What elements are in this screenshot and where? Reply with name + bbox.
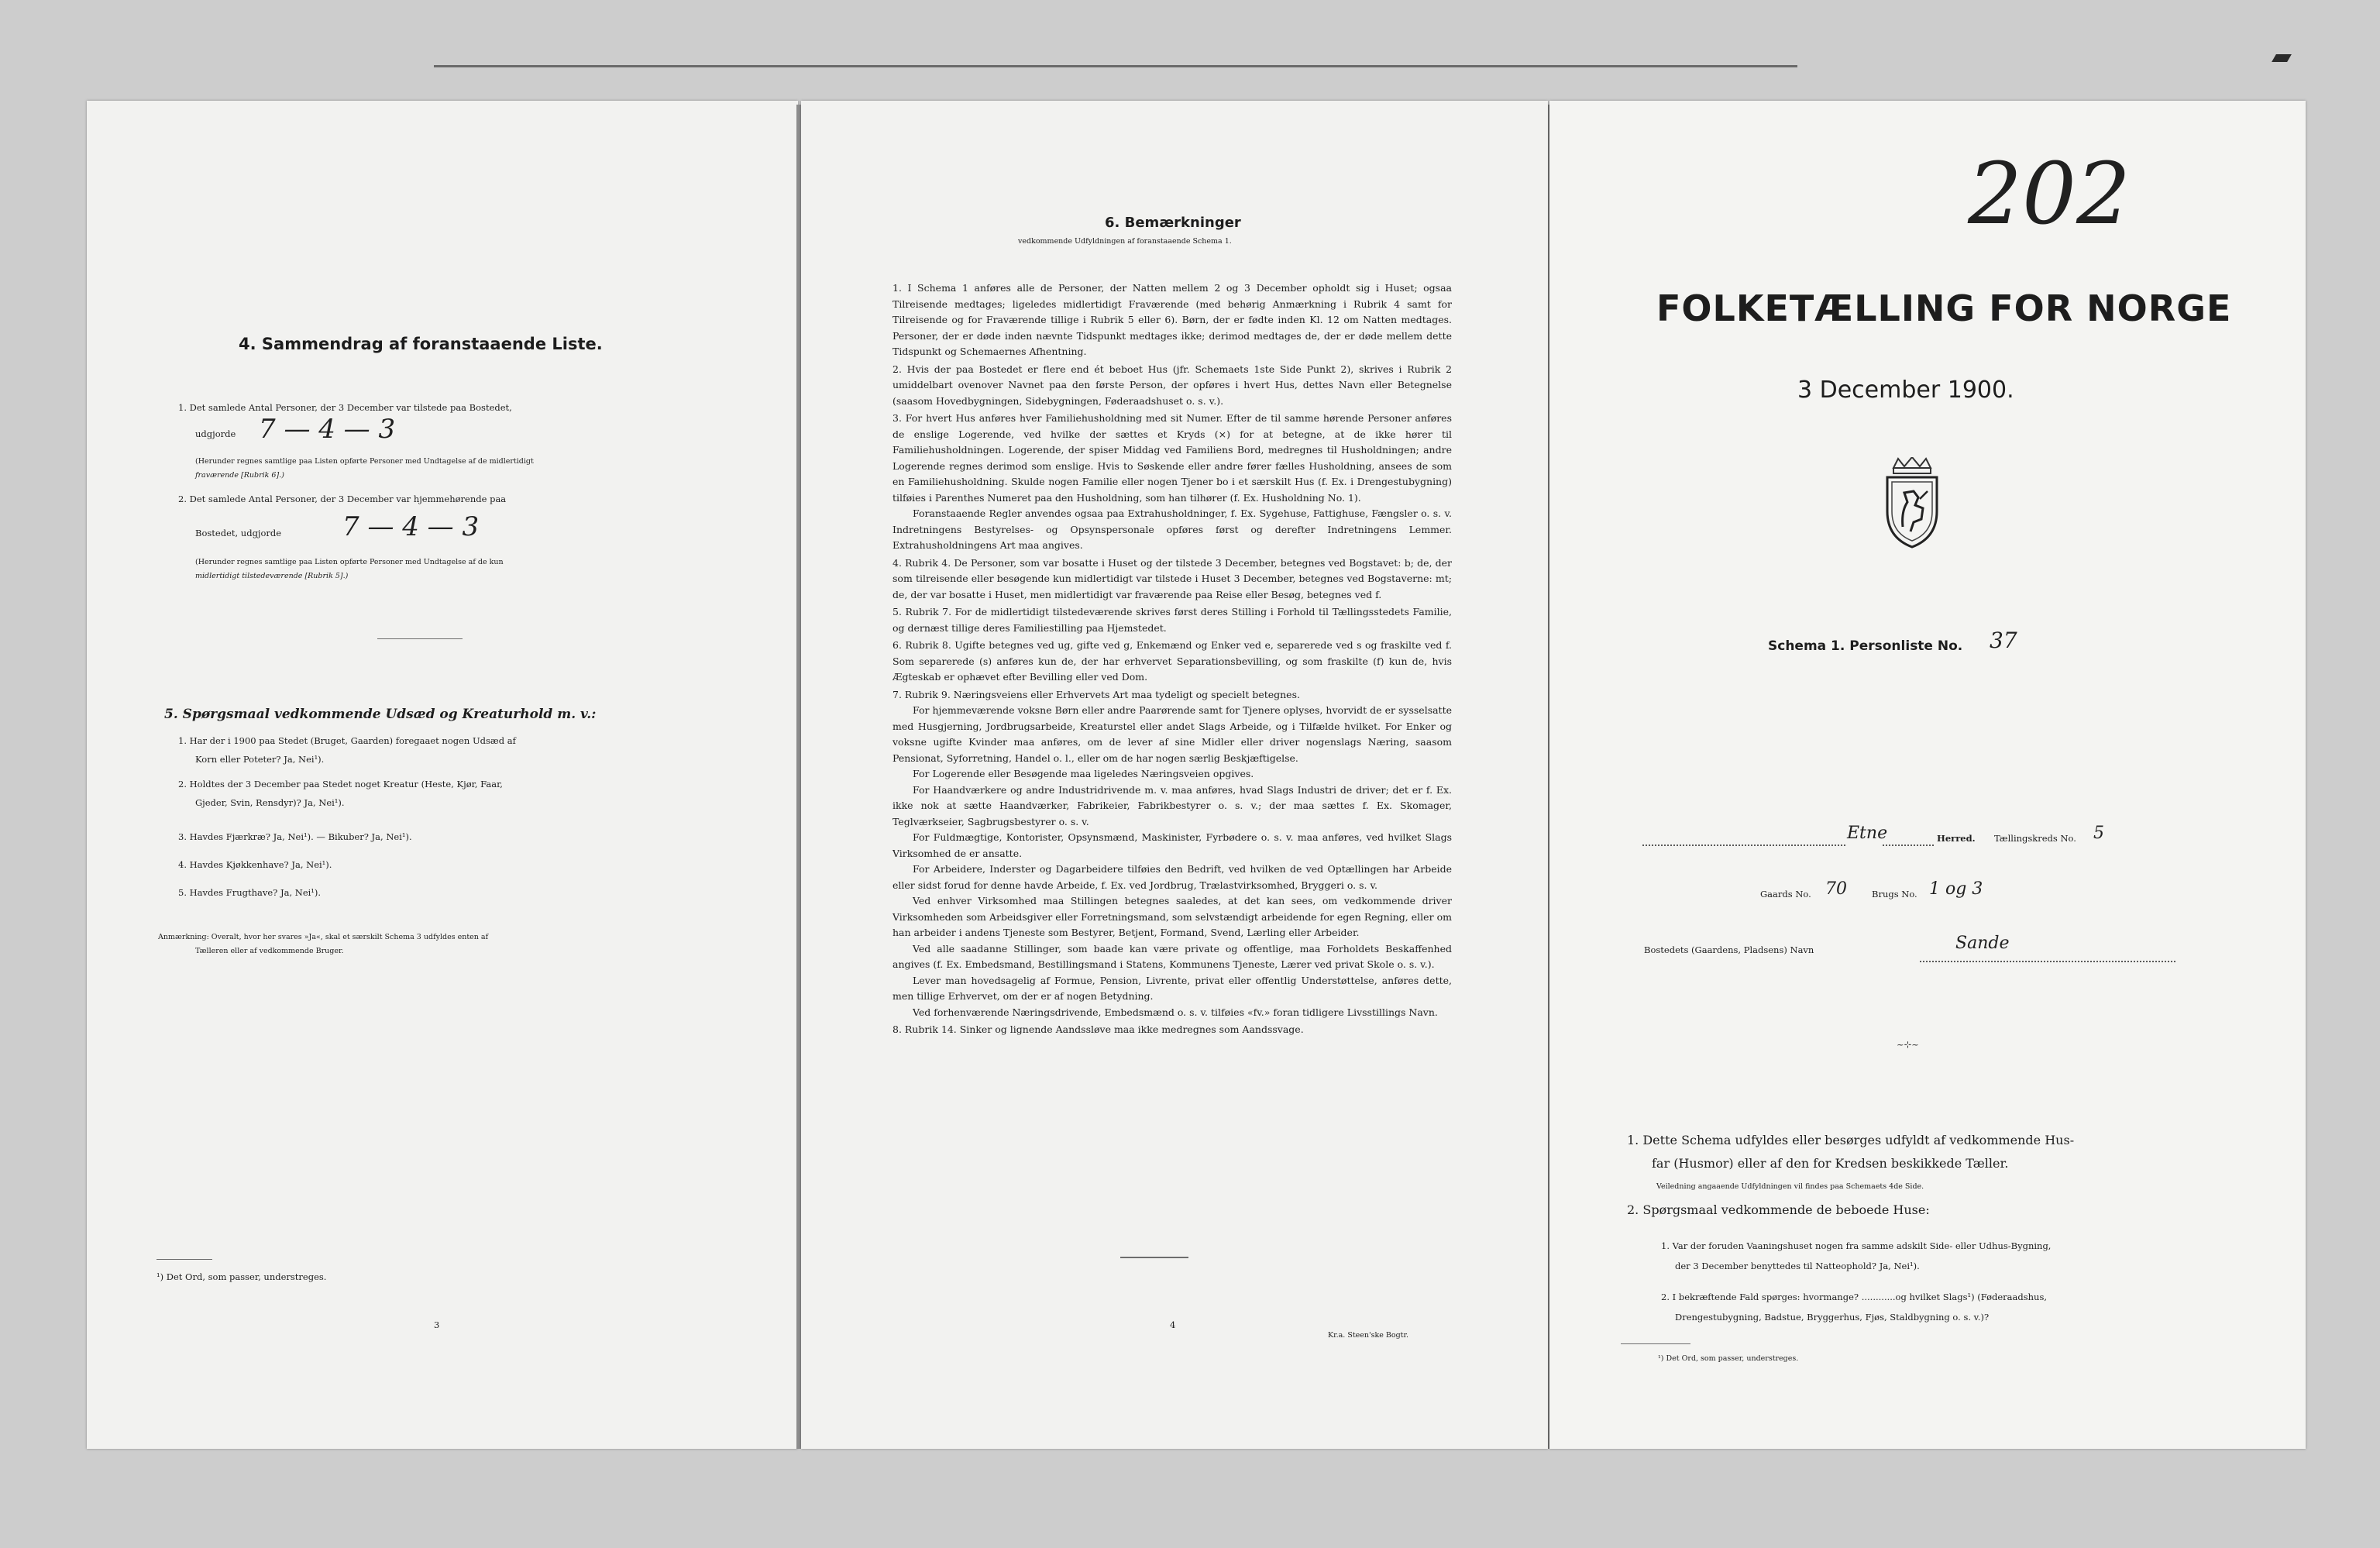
page-4 (801, 101, 1548, 1449)
question-2: 2. Holdtes der 3 December paa Stedet noget Kreatur (Heste, Kjør, Faar, (178, 779, 503, 789)
page-number: 3 (434, 1319, 440, 1330)
instruction-1-b: far (Husmor) eller af den for Kredsen beskikkede Tæller. (1652, 1156, 2009, 1171)
instruction-2: 2. Spørgsmaal vedkommende de beboede Huse: (1627, 1202, 1930, 1217)
bosted-label: Bostedets (Gaardens, Pladsens) Navn (1644, 944, 1814, 955)
summary-item-1-handwritten: 7 — 4 — 3 (259, 414, 396, 445)
document-title: FOLKETÆLLING FOR NORGE (1656, 287, 2232, 329)
remark-paragraph: 5. Rubrik 7. For de midlertidigt tilstedeværende skrives først deres Stilling i Forhold til Tællingsstedets Familie, og dernæst tillige deres Familiestilling paa Hjemstedet. (892, 606, 1452, 634)
coat-of-arms-icon (1883, 457, 1941, 549)
section-5-heading: 5. Spørgsmaal vedkommende Udsæd og Kreaturhold m. v.: (164, 707, 597, 722)
remark-paragraph: For Fuldmægtige, Kontorister, Opsynsmænd, Maskinister, Fyrbødere o. s. v. maa anføres, ved hvilket Slags Virksomhed de er ansatte. (892, 831, 1452, 859)
printer-imprint: Kr.a. Steen'ske Bogtr. (1328, 1331, 1409, 1340)
page-3 (87, 101, 798, 1449)
gaards-label: Gaards No. (1760, 889, 1811, 900)
footnote-rule (1621, 1343, 1690, 1344)
top-scan-line (434, 65, 1797, 67)
handwritten-number: 202 (1968, 144, 2131, 243)
note-text-2: Tælleren eller af vedkommende Bruger. (195, 947, 344, 955)
instruction-1: 1. Dette Schema udfyldes eller besørges udfyldt af vedkommende Hus- (1627, 1133, 2075, 1147)
summary-heading: 4. Sammendrag af foranstaaende Liste. (239, 335, 603, 353)
remarks-heading: 6. Bemærkninger (1105, 215, 1241, 231)
remark-paragraph: 3. For hvert Hus anføres hver Familiehusholdning med sit Numer. Efter de til samme hørende Personer anføres de enslige Logerende, ved hvilke der sættes et Kryds (×) for at betegne, at de ikke hører til Familiehusholdningen. Logerende, der spiser Middag ved Familiens Bord, medregnes til Husholdningen; andre Logerende regnes derimod som enslige. Hvis to Søskende eller andre fører fælles Husholdning, ansees de som en Familiehusholdning. Skulde nogen Familie eller nogen Tjener bo i et særskilt Hus (f. Ex. i Drengestubygning) tilføies i Parenthes Numeret paa den Husholdning, som han tilhører (f. Ex. Husholdning No. 1). (892, 412, 1452, 504)
dotted-line (1883, 845, 1934, 846)
page-1 (1549, 101, 2306, 1449)
herred-handwritten: Etne (1847, 824, 1888, 843)
end-rule (1120, 1257, 1188, 1258)
personliste-number: 37 (1990, 628, 2017, 653)
question-5: 5. Havdes Frugthave? Ja, Nei¹). (178, 887, 322, 898)
brugs-handwritten: 1 og 3 (1929, 879, 1983, 899)
summary-item-1-note: (Herunder regnes samtlige paa Listen opførte Personer med Undtagelse af de midlertidigt (195, 457, 534, 466)
remark-paragraph: Foranstaaende Regler anvendes ogsaa paa Extrahusholdninger, f. Ex. Sygehuse, Fattighuse, Fængsler o. s. v. Indretningens Bestyrelses- og Opsynspersonale opføres først og derefter Indretningens Lemmer. Extrahusholdningens Art maa angives. (892, 507, 1452, 551)
remark-paragraph: For Arbeidere, Inderster og Dagarbeidere tilføies den Bedrift, ved hvilken de ved Optællingen har Arbeide eller sidst forud for denne havde Arbeide, f. Ex. ved Jordbrug, Trælastvirksomhed, Bryggeri o. s. v. (892, 863, 1452, 891)
note-text: Anmærkning: Overalt, hvor her svares »Ja«, skal et særskilt Schema 3 udfyldes enten af (158, 933, 489, 941)
brugs-label: Brugs No. (1872, 889, 1917, 900)
house-question-1: 1. Var der foruden Vaaningshuset nogen fra samme adskilt Side- eller Udhus-Bygning, (1661, 1240, 2052, 1251)
corner-mark (2272, 54, 2292, 62)
kreds-label: Tællingskreds No. (1994, 833, 2076, 844)
footnote-rule (156, 1259, 212, 1260)
question-4: 4. Havdes Kjøkkenhave? Ja, Nei¹). (178, 859, 332, 870)
footnote: ¹) Det Ord, som passer, understreges. (156, 1271, 327, 1282)
summary-item-1: 1. Det samlede Antal Personer, der 3 December var tilstede paa Bostedet, (178, 402, 512, 413)
remark-paragraph: Ved alle saadanne Stillinger, som baade kan være private og offentlige, maa Forholdets Beskaffenhed angives (f. Ex. Embedsmand, Bestillingsmand i Statens, Kommunens Tjeneste, Lærer ved privat Skole o. s. v.). (892, 942, 1452, 970)
remark-paragraph: 8. Rubrik 14. Sinker og lignende Aandssløve maa ikke medregnes som Aandssvage. (892, 1023, 1304, 1035)
remark-paragraph: 7. Rubrik 9. Næringsveiens eller Erhvervets Art maa tydeligt og specielt betegnes. (892, 688, 1300, 700)
instruction-1-note: Veiledning angaaende Udfyldningen vil findes paa Schemaets 4de Side. (1656, 1182, 1924, 1191)
remark-paragraph: Ved forhenværende Næringsdrivende, Embedsmænd o. s. v. tilføies «fv.» foran tidligere Livsstillings Navn. (913, 1006, 1438, 1018)
schema-label: Schema 1. Personliste No. (1768, 638, 1963, 654)
kreds-handwritten: 5 (2093, 824, 2104, 843)
page-number: 4 (1170, 1319, 1176, 1330)
question-3: 3. Havdes Fjærkræ? Ja, Nei¹). — Bikuber? Ja, Nei¹). (178, 831, 412, 842)
question-1: 1. Har der i 1900 paa Stedet (Bruget, Gaarden) foregaaet nogen Udsæd af (178, 735, 516, 746)
house-question-1-b: der 3 December benyttedes til Natteophold? Ja, Nei¹). (1675, 1261, 1920, 1271)
gaards-handwritten: 70 (1825, 879, 1847, 899)
remark-paragraph: 2. Hvis der paa Bostedet er flere end ét beboet Hus (jfr. Schemaets 1ste Side Punkt 2), skrives i Rubrik 2 umiddelbart ovenover Navnet paa den første Person, der opføres i hvert Hus, dettes Navn eller Betegnelse (saasom Hovedbygningen, Sidebygningen, Føderaadshuset o. s. v.). (892, 363, 1452, 407)
remark-paragraph: 6. Rubrik 8. Ugifte betegnes ved ug, gifte ved g, Enkemænd og Enker ved e, separerede ved s og fraskilte ved f. Som separerede (s) anføres kun de, der har erhvervet Separationsbevilling, og som fraskilte (f) kun de, hvis Ægteskab er ophævet efter Bevilling eller ved Dom. (892, 639, 1452, 683)
dotted-line (1642, 845, 1845, 846)
summary-item-2-note-2: midlertidigt tilstedeværende [Rubrik 5].) (195, 572, 349, 580)
footnote: ¹) Det Ord, som passer, understreges. (1658, 1354, 1799, 1363)
census-date: 3 December 1900. (1797, 377, 2014, 404)
section-divider (377, 638, 463, 639)
remark-paragraph: For Logerende eller Besøgende maa ligeledes Næringsveien opgives. (913, 768, 1254, 779)
ornament: ~⊹~ (1897, 1039, 1919, 1050)
house-question-2: 2. I bekræftende Fald spørges: hvormange? ............og hvilket Slags¹) (Føderaadshus, (1661, 1292, 2048, 1302)
remarks-subheading: vedkommende Udfyldningen af foranstaaende Schema 1. (1018, 237, 1232, 246)
summary-item-2: 2. Det samlede Antal Personer, der 3 December var hjemmehørende paa (178, 494, 507, 504)
question-1-answer: Korn eller Poteter? Ja, Nei¹). (195, 754, 325, 765)
remark-paragraph: For hjemmeværende voksne Børn eller andre Paarørende samt for Tjenere oplyses, hvorvidt de er sysselsatte med Husgjerning, Jordbrugsarbeide, Kreaturstel eller andet Slags Arbeide, og i Tilfælde hvilket. For Enker og voksne ugifte Kvinder maa anføres, om de lever af sine Midler eller driver nogenslags Næring, saasom Pensionat, Syforretning, Handel o. l., eller om de har nogen særlig Beskjæftigelse. (892, 704, 1452, 764)
herred-label: Herred. (1937, 833, 1976, 844)
remark-paragraph: Lever man hovedsagelig af Formue, Pension, Livrente, privat eller offentlig Understøttelse, anføres dette, men tillige Erhvervet, om der er af nogen Betydning. (892, 974, 1452, 1002)
remarks-body (892, 279, 1452, 1038)
question-2-answer: Gjeder, Svin, Rensdyr)? Ja, Nei¹). (195, 797, 345, 808)
summary-item-2-note: (Herunder regnes samtlige paa Listen opførte Personer med Undtagelse af de kun (195, 558, 504, 566)
remark-paragraph: For Haandværkere og andre Industridrivende m. v. maa anføres, hvad Slags Industri de driver; det er f. Ex. ikke nok at sætte Haandværker, Fabrikeier, Fabrikbestyrer o. s. v.; der maa sættes f. Ex. Skomager, Teglværkseier, Sagbrugsbestyrer o. s. v. (892, 783, 1452, 827)
summary-item-2-handwritten: 7 — 4 — 3 (342, 511, 480, 542)
summary-item-1-note-2: fraværende [Rubrik 6].) (195, 471, 284, 480)
bosted-handwritten: Sande (1955, 934, 2010, 953)
remark-paragraph: Ved enhver Virksomhed maa Stillingen betegnes saaledes, at det kan sees, om vedkommende driver Virksomheden som Arbeidsgiver eller Forretningsmand, som selvstændigt arbeidende for egen Regning, eller om han arbeider i andens Tjeneste som Bestyrer, Betjent, Formand, Svend, Lærling eller Arbeider. (892, 895, 1452, 938)
remark-paragraph: 4. Rubrik 4. De Personer, som var bosatte i Huset og der tilstede 3 December, betegnes ved Bogstavet: b; de, der som tilreisende eller besøgende kun midlertidigt var tilstede i Huset 3 December, betegnes ved Bogstaverne: mt; de, der var bosatte i Huset, men midlertidigt var fraværende paa Reise eller Besøg, betegnes ved f. (892, 556, 1452, 600)
summary-item-2-label: Bostedet, udgjorde (195, 528, 282, 538)
dotted-line (1920, 961, 2175, 962)
house-question-2-b: Drengestubygning, Badstue, Bryggerhus, Fjøs, Staldbygning o. s. v.)? (1675, 1312, 1990, 1323)
summary-item-1-label: udgjorde (195, 428, 236, 439)
remark-paragraph: 1. I Schema 1 anføres alle de Personer, der Natten mellem 2 og 3 December opholdt sig i Huset; ogsaa Tilreisende medtages; ligeledes midlertidigt Fraværende (med behørig Anmærkning i Rubrik 4 samt for Tilreisende og for Fraværende tillige i Rubrik 5 eller 6). Børn, der er fødte inden Kl. 12 om Natten medtages. Personer, der er døde inden nævnte Tidspunkt medtages ikke; derimod medtages de, der er døde mellem dette Tidspunkt og Schemaernes Afhentning. (892, 282, 1452, 357)
